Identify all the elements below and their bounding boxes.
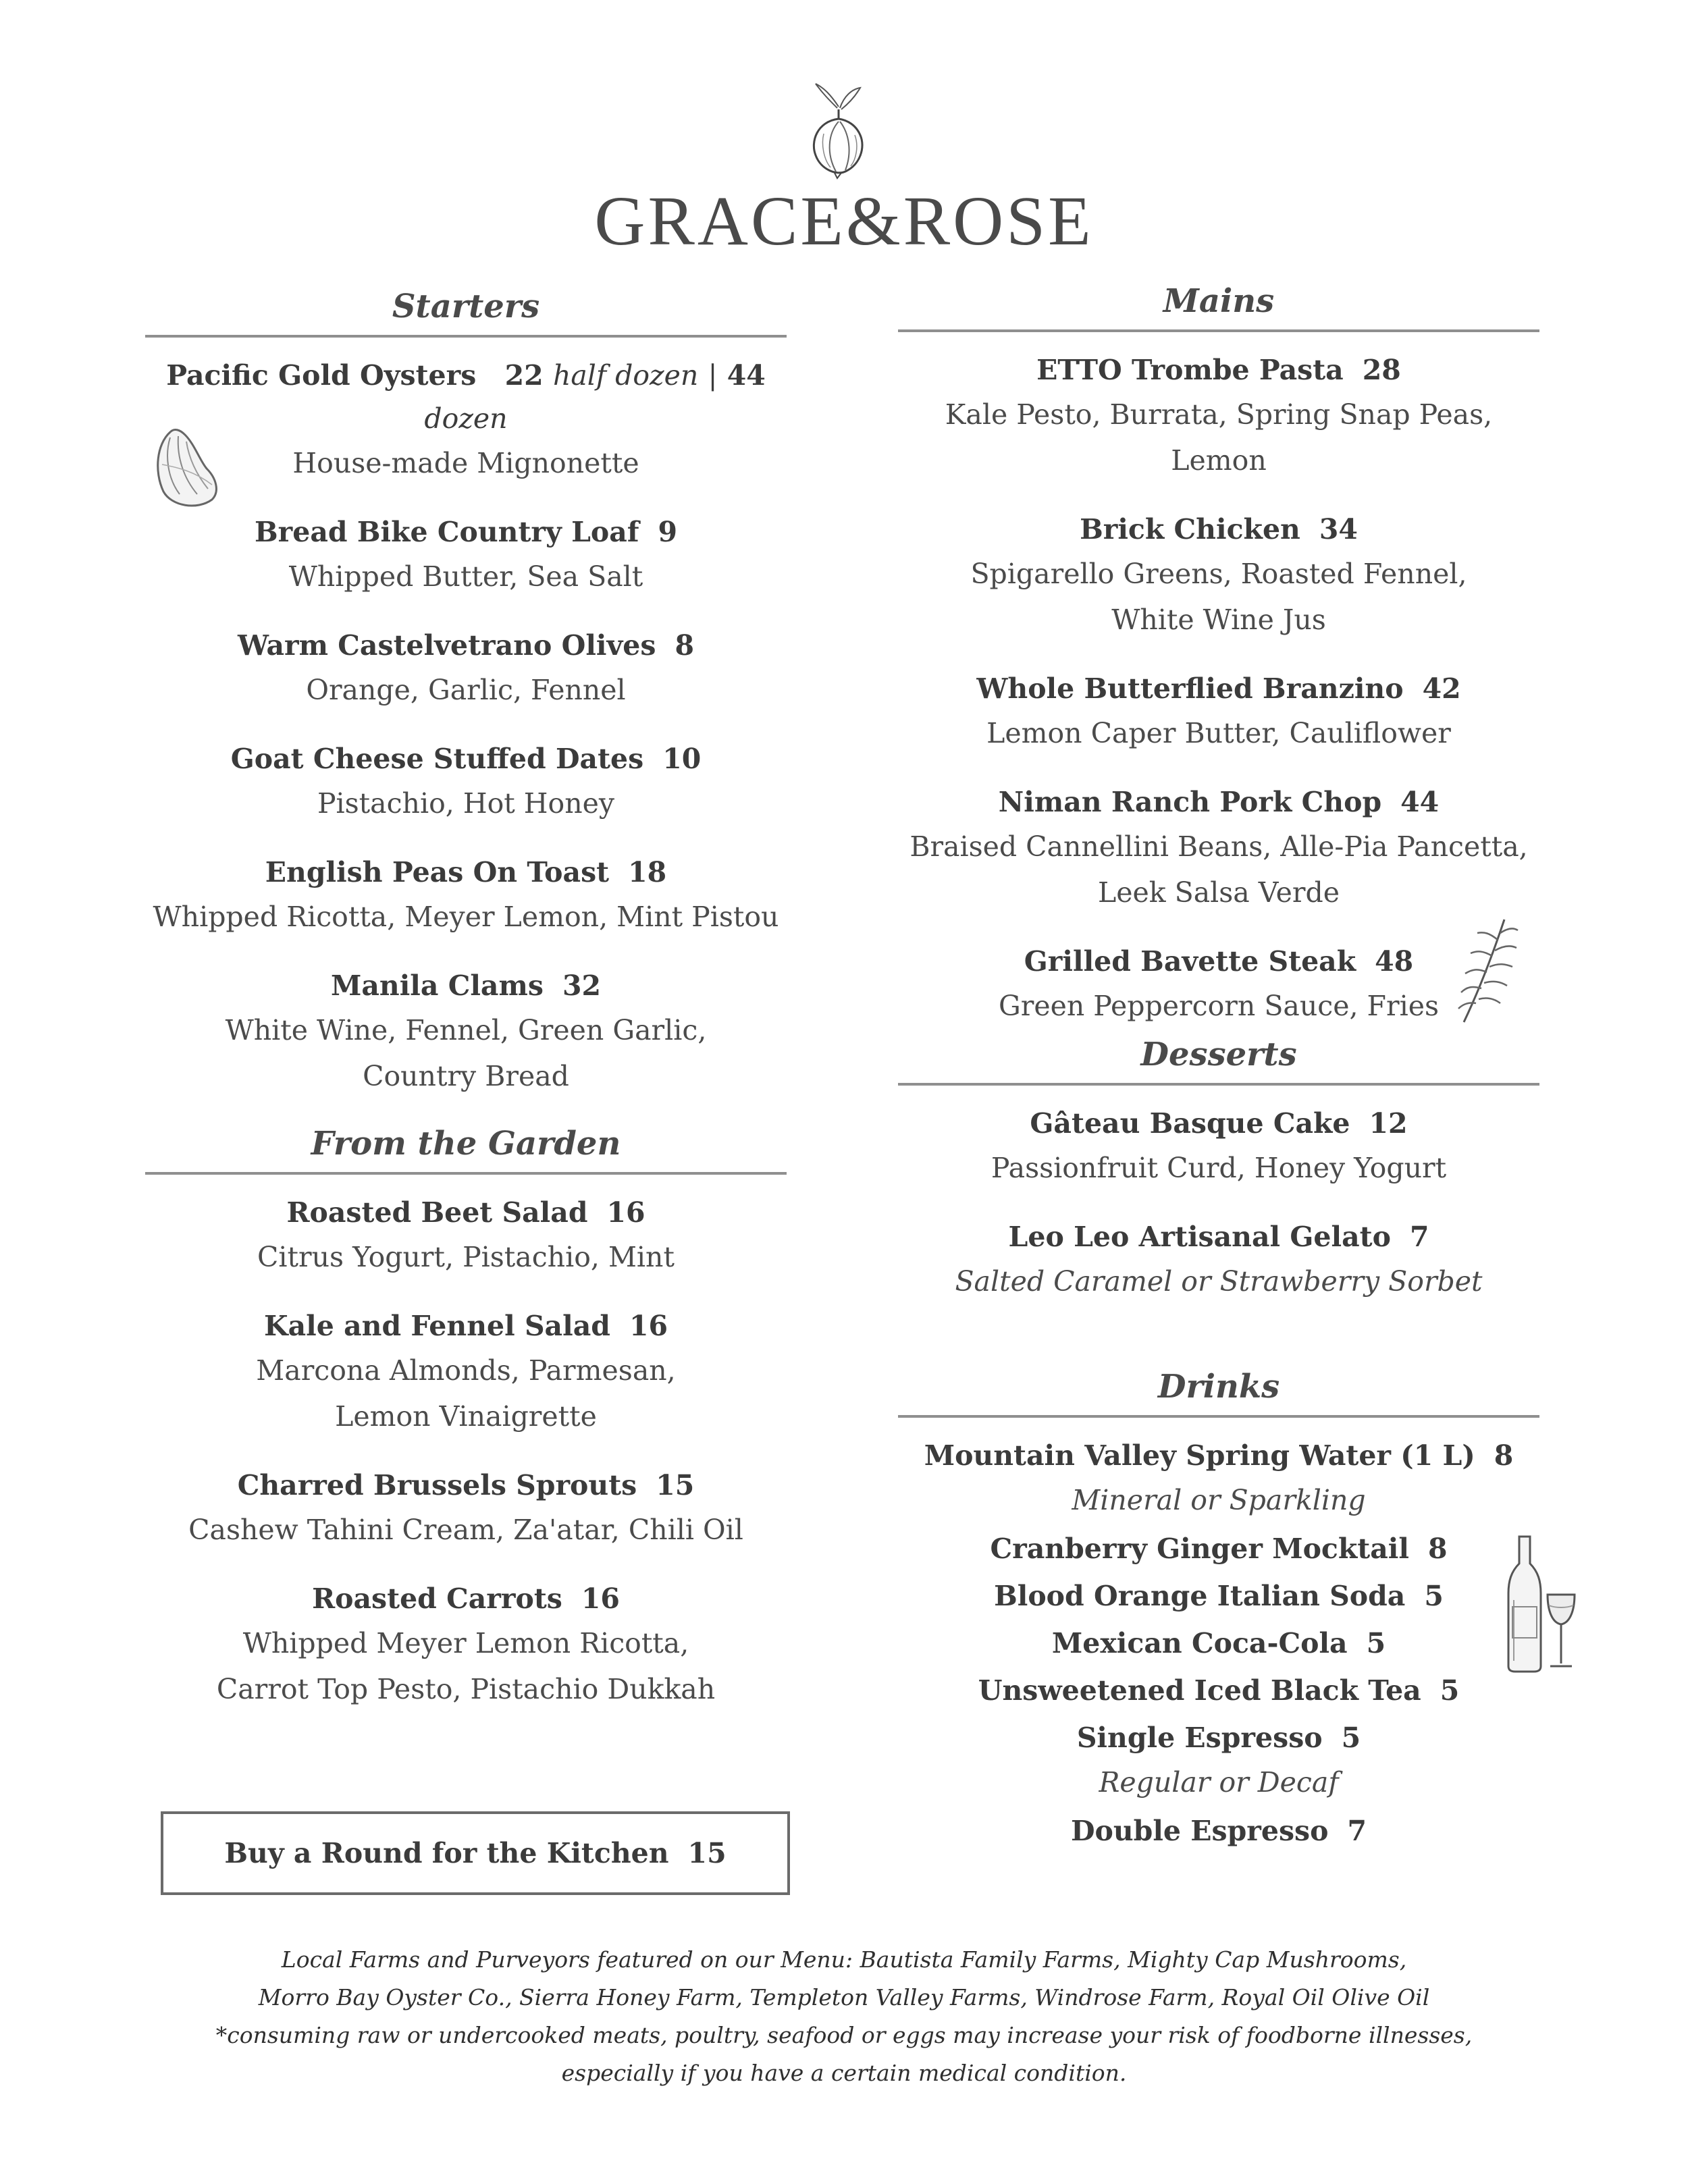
item-name-line xyxy=(898,508,1539,551)
menu-item xyxy=(145,354,787,486)
menu-item xyxy=(898,1574,1539,1618)
item-price: 7 xyxy=(1347,1815,1367,1847)
item-description: White Wine, Fennel, Green Garlic, xyxy=(225,1014,707,1046)
item-price: 16 xyxy=(629,1310,668,1342)
menu-item xyxy=(898,1102,1539,1191)
section-title: From the Garden xyxy=(311,1125,621,1163)
item-description: Leek Salsa Verde xyxy=(1097,876,1340,909)
item-name: Manila Clams xyxy=(330,969,544,1002)
item-description: Carrot Top Pesto, Pistachio Dukkah xyxy=(216,1673,716,1705)
menu-item xyxy=(898,348,1539,483)
item-description: Whipped Butter, Sea Salt xyxy=(288,560,643,593)
item-price: 34 xyxy=(1319,513,1358,545)
section-mains xyxy=(898,278,1539,1053)
menu-item xyxy=(898,667,1539,756)
item-description: Marcona Almonds, Parmesan, xyxy=(256,1354,676,1387)
item-description: Mineral or Sparkling xyxy=(1072,1484,1366,1516)
footer-line: Local Farms and Purveyors featured on our Menu: Bautista Family Farms, Mighty Cap Mushrooms, xyxy=(281,1946,1407,1973)
item-name-line xyxy=(145,851,787,894)
item-name: Mountain Valley Spring Water (1 L) xyxy=(924,1439,1475,1472)
item-name: Single Espresso xyxy=(1076,1722,1323,1754)
menu-item xyxy=(145,1304,787,1439)
item-price: 48 xyxy=(1375,945,1414,978)
item-description: Whipped Meyer Lemon Ricotta, xyxy=(242,1627,689,1659)
item-description: White Wine Jus xyxy=(1111,604,1326,636)
footer-line: *consuming raw or undercooked meats, poultry, seafood or eggs may increase your risk of foodborne illnesses, xyxy=(215,2022,1473,2048)
item-name: ETTO Trombe Pasta xyxy=(1036,354,1344,386)
oyster-shell-icon xyxy=(150,424,224,512)
item-name-line xyxy=(898,1669,1539,1712)
rosemary-sprig-icon xyxy=(1450,913,1525,1028)
menu-item xyxy=(145,964,787,1099)
item-name: Warm Castelvetrano Olives xyxy=(237,629,656,662)
menu-item xyxy=(898,1527,1539,1570)
item-price: 10 xyxy=(662,743,702,775)
onion-sketch-icon xyxy=(803,80,871,181)
section-drinks xyxy=(898,1364,1539,1857)
item-name-line xyxy=(898,1716,1539,1759)
item-name-line xyxy=(145,1191,787,1234)
item-price: 42 xyxy=(1422,672,1461,705)
price-separator: | xyxy=(708,359,718,392)
item-name: English Peas On Toast xyxy=(265,856,610,888)
wine-bottle-glass-icon xyxy=(1499,1533,1580,1674)
price-note-2: dozen xyxy=(424,402,508,435)
item-price: 22 xyxy=(504,359,544,392)
section-divider xyxy=(145,1172,787,1175)
item-price: 8 xyxy=(1494,1439,1514,1472)
section-divider xyxy=(145,335,787,338)
section-title: Desserts xyxy=(1140,1036,1297,1073)
item-price: 5 xyxy=(1424,1580,1444,1612)
item-name: Kale and Fennel Salad xyxy=(263,1310,610,1342)
item-name-line xyxy=(898,1102,1539,1145)
section-title: Mains xyxy=(1163,282,1275,320)
item-description: Lemon Caper Butter, Cauliflower xyxy=(986,717,1451,749)
item-name: Roasted Carrots xyxy=(312,1582,562,1615)
item-description: Kale Pesto, Burrata, Spring Snap Peas, Lemon xyxy=(945,398,1493,477)
item-name-line xyxy=(898,940,1539,983)
item-name: Blood Orange Italian Soda xyxy=(994,1580,1406,1612)
item-name-line xyxy=(898,1215,1539,1258)
item-price: 8 xyxy=(1427,1533,1448,1565)
menu-item xyxy=(898,1434,1539,1523)
item-name: Bread Bike Country Loaf xyxy=(255,516,639,548)
item-name: Double Espresso xyxy=(1070,1815,1329,1847)
section-title: Drinks xyxy=(1157,1368,1280,1406)
item-name-line xyxy=(898,1574,1539,1618)
item-name: Unsweetened Iced Black Tea xyxy=(978,1674,1421,1707)
item-description: Country Bread xyxy=(363,1060,569,1092)
item-price: 12 xyxy=(1369,1107,1408,1140)
item-description: Regular or Decaf xyxy=(1099,1766,1339,1799)
item-description: Orange, Garlic, Fennel xyxy=(306,674,626,706)
item-price: 16 xyxy=(606,1196,645,1229)
item-name-line xyxy=(145,964,787,1007)
menu-item xyxy=(898,1215,1539,1304)
section-title: Starters xyxy=(392,288,540,325)
item-price: 18 xyxy=(628,856,667,888)
item-name: Niman Ranch Pork Chop xyxy=(998,786,1382,818)
item-price: 5 xyxy=(1440,1674,1460,1707)
price-note: half dozen xyxy=(552,359,699,392)
item-name-line xyxy=(145,510,787,554)
item-name: Whole Butterflied Branzino xyxy=(976,672,1404,705)
menu-item xyxy=(898,1809,1539,1853)
item-name-line xyxy=(145,354,787,440)
item-description: Cashew Tahini Cream, Za'atar, Chili Oil xyxy=(188,1514,743,1546)
section-divider xyxy=(898,329,1539,332)
item-name: Cranberry Ginger Mocktail xyxy=(990,1533,1409,1565)
menu-item xyxy=(145,851,787,940)
item-price: 44 xyxy=(1400,786,1440,818)
item-name: Leo Leo Artisanal Gelato xyxy=(1008,1221,1391,1253)
item-name: Gâteau Basque Cake xyxy=(1030,1107,1350,1140)
item-name-line xyxy=(898,348,1539,392)
item-name: Brick Chicken xyxy=(1080,513,1300,545)
item-price: 8 xyxy=(675,629,694,662)
buy-a-round-box xyxy=(161,1811,790,1895)
item-price: 28 xyxy=(1362,354,1401,386)
item-price: 32 xyxy=(562,969,602,1002)
item-name-line xyxy=(898,1434,1539,1477)
item-price: 16 xyxy=(581,1582,620,1615)
menu-item xyxy=(898,1669,1539,1712)
item-name: Charred Brussels Sprouts xyxy=(237,1469,637,1501)
item-name-line xyxy=(145,1577,787,1620)
footer-line: especially if you have a certain medical condition. xyxy=(561,2060,1127,2086)
menu-item xyxy=(145,1577,787,1712)
item-description: Lemon Vinaigrette xyxy=(335,1400,597,1433)
item-description: Pistachio, Hot Honey xyxy=(317,787,615,820)
item-name-line xyxy=(145,1464,787,1507)
kitchen-label: Buy a Round for the Kitchen xyxy=(224,1837,669,1869)
item-price: 15 xyxy=(656,1469,695,1501)
item-name: Mexican Coca-Cola xyxy=(1051,1627,1348,1659)
menu-item xyxy=(898,780,1539,915)
item-price-2: 44 xyxy=(727,359,766,392)
item-name-line xyxy=(145,737,787,780)
section-desserts xyxy=(898,1032,1539,1329)
item-description: Spigarello Greens, Roasted Fennel, xyxy=(970,558,1467,590)
section-divider xyxy=(898,1083,1539,1086)
item-price: 5 xyxy=(1366,1627,1386,1659)
item-name-line xyxy=(898,667,1539,710)
brand-name: GRACE&ROSE xyxy=(594,182,1094,260)
item-description: Salted Caramel or Strawberry Sorbet xyxy=(955,1265,1483,1298)
section-starters xyxy=(145,284,787,1123)
item-price: 5 xyxy=(1341,1722,1361,1754)
footer-notes xyxy=(0,1941,1688,2092)
item-name: Pacific Gold Oysters xyxy=(166,359,477,392)
menu-item xyxy=(898,508,1539,643)
menu-item xyxy=(145,737,787,826)
item-description: House-made Mignonette xyxy=(292,447,639,479)
kitchen-price: 15 xyxy=(687,1837,727,1869)
item-price: 7 xyxy=(1409,1221,1429,1253)
menu-item xyxy=(898,940,1539,1029)
menu-item xyxy=(145,1464,787,1553)
item-name-line xyxy=(145,1304,787,1348)
item-description: Green Peppercorn Sauce, Fries xyxy=(998,990,1440,1022)
item-description: Braised Cannellini Beans, Alle-Pia Pancetta, xyxy=(909,830,1528,863)
item-name-line xyxy=(898,1527,1539,1570)
item-description: Passionfruit Curd, Honey Yogurt xyxy=(991,1152,1447,1184)
footer-line: Morro Bay Oyster Co., Sierra Honey Farm, Templeton Valley Farms, Windrose Farm, Royal Oil Olive Oil xyxy=(258,1984,1430,2010)
item-name-line xyxy=(898,1622,1539,1665)
item-name-line xyxy=(898,780,1539,824)
menu-item xyxy=(898,1716,1539,1805)
item-description: Citrus Yogurt, Pistachio, Mint xyxy=(257,1241,675,1273)
menu-item xyxy=(898,1622,1539,1665)
item-description: Whipped Ricotta, Meyer Lemon, Mint Pistou xyxy=(153,901,779,933)
item-name: Grilled Bavette Steak xyxy=(1024,945,1356,978)
item-name-line xyxy=(898,1809,1539,1853)
section-from-the-garden xyxy=(145,1121,787,1736)
item-name: Goat Cheese Stuffed Dates xyxy=(230,743,644,775)
item-price: 9 xyxy=(658,516,677,548)
section-divider xyxy=(898,1415,1539,1418)
menu-item xyxy=(145,624,787,713)
item-name: Roasted Beet Salad xyxy=(286,1196,588,1229)
menu-item xyxy=(145,1191,787,1280)
item-name-line xyxy=(145,624,787,667)
menu-item xyxy=(145,510,787,600)
